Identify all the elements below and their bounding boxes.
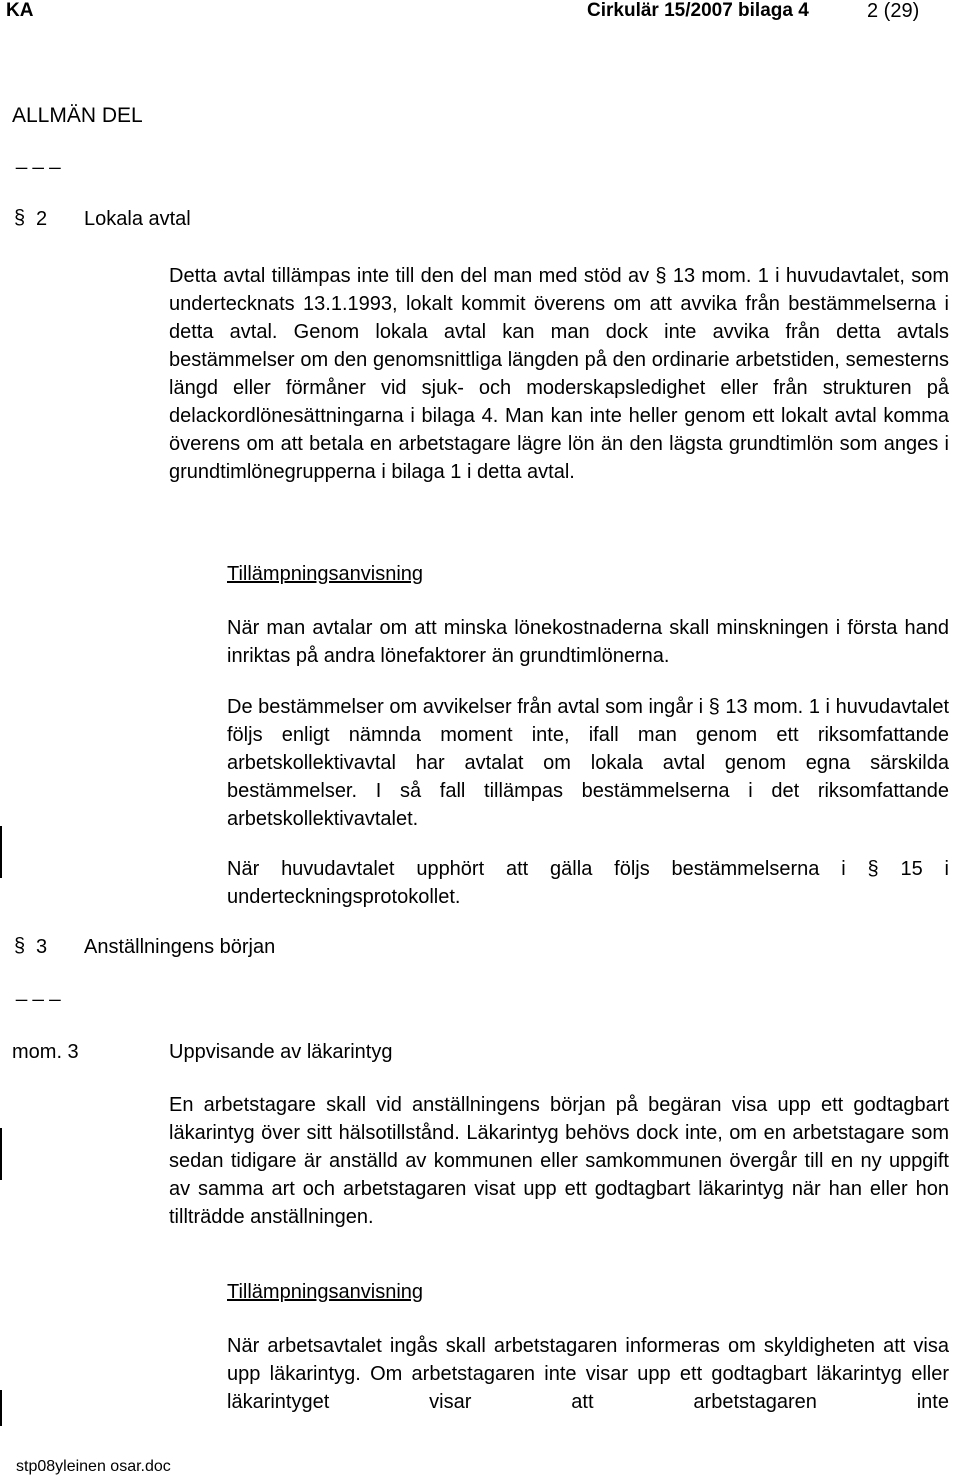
section-2-guidance-p3: När huvudavtalet upphört att gälla följs bestämmelserna i § 15 i underteckningsprotokollet.: [227, 858, 949, 908]
section-2-guidance-title: Tillämpningsanvisning: [227, 563, 424, 585]
section-2-body: Detta avtal tillämpas inte till den del man med stöd av § 13 mom. 1 i huvudavtalet, som undertecknats 13.1.1993, lokalt kommit överens om att avvika från bestämmelserna i detta avtal. Genom lokala avtal kan man dock inte avvika från detta avtals bestämmelser om den genomsnittliga längden på den ordinarie arbetstiden, semesterns längd eller förmåner vid sjuk- och moderskapsledighet eller från strukturen på delackordlönesättningarna i bilaga 4. Man kan inte heller genom ett lokalt avtal komma överens om att betala en arbetstagare lägre lön än den lägsta grundtimlön som anges i grundtimlönegrupperna i bilaga 1 i detta avtal.: [169, 265, 949, 483]
header-title: Cirkulär 15/2007 bilaga 4: [587, 0, 809, 21]
section-3-body: En arbetstagare skall vid anställningens början på begäran visa upp ett godtagbart läkarintyg över sitt hälsotillstånd. Läkarintyg behövs dock inte, om en arbetstagare som sedan tidigare är anställd av kommunen eller samkommunen övergår till en ny uppgift av samma art och arbetstagaren visat upp ett godtagbart läkarintyg när han eller hon tillträdde anställningen.: [169, 1094, 949, 1228]
footer-filename: stp08yleinen osar.doc: [16, 1458, 171, 1475]
section-3-title: Anställningens början: [84, 936, 276, 958]
mom-label: mom. 3: [12, 1041, 79, 1063]
header-page: 2 (29): [867, 0, 920, 22]
section-2-number: 2: [36, 208, 48, 230]
section-3-symbol: §: [14, 935, 26, 957]
change-bar-2: [0, 1128, 2, 1180]
section-2-symbol: §: [14, 207, 26, 229]
section-heading: ALLMÄN DEL: [12, 104, 143, 127]
dash-marker-1: _ _ _: [16, 148, 61, 170]
section-2-title: Lokala avtal: [84, 208, 191, 230]
mom-title: Uppvisande av läkarintyg: [169, 1041, 393, 1063]
section-3-guidance-p1: När arbetsavtalet ingås skall arbetstagaren informeras om skyldigheten att visa upp läkarintyg. Om arbetstagaren inte visar upp ett godtagbart läkarintyg eller läkarintyget visar att arbetstagaren inte: [227, 1335, 949, 1413]
header-left: KA: [6, 0, 34, 21]
dash-marker-2: _ _ _: [16, 980, 61, 1002]
section-2-guidance-p1: När man avtalar om att minska lönekostnaderna skall minskningen i första hand inriktas på andra lönefaktorer än grundtimlönerna.: [227, 617, 949, 667]
section-2-guidance-p2: De bestämmelser om avvikelser från avtal som ingår i § 13 mom. 1 i huvudavtalet följs enligt nämnda moment inte, ifall man genom ett riksomfattande arbetskollektivavtal har avtalat om lokala avtal genom egna särskilda bestämmelser. I så fall tillämpas bestämmelserna i det riksomfattande arbetskollektivavtalet.: [227, 696, 949, 830]
section-3-number: 3: [36, 936, 48, 958]
section-3-guidance-title: Tillämpningsanvisning: [227, 1281, 424, 1303]
change-bar-1: [0, 826, 2, 878]
change-bar-3: [0, 1390, 2, 1426]
